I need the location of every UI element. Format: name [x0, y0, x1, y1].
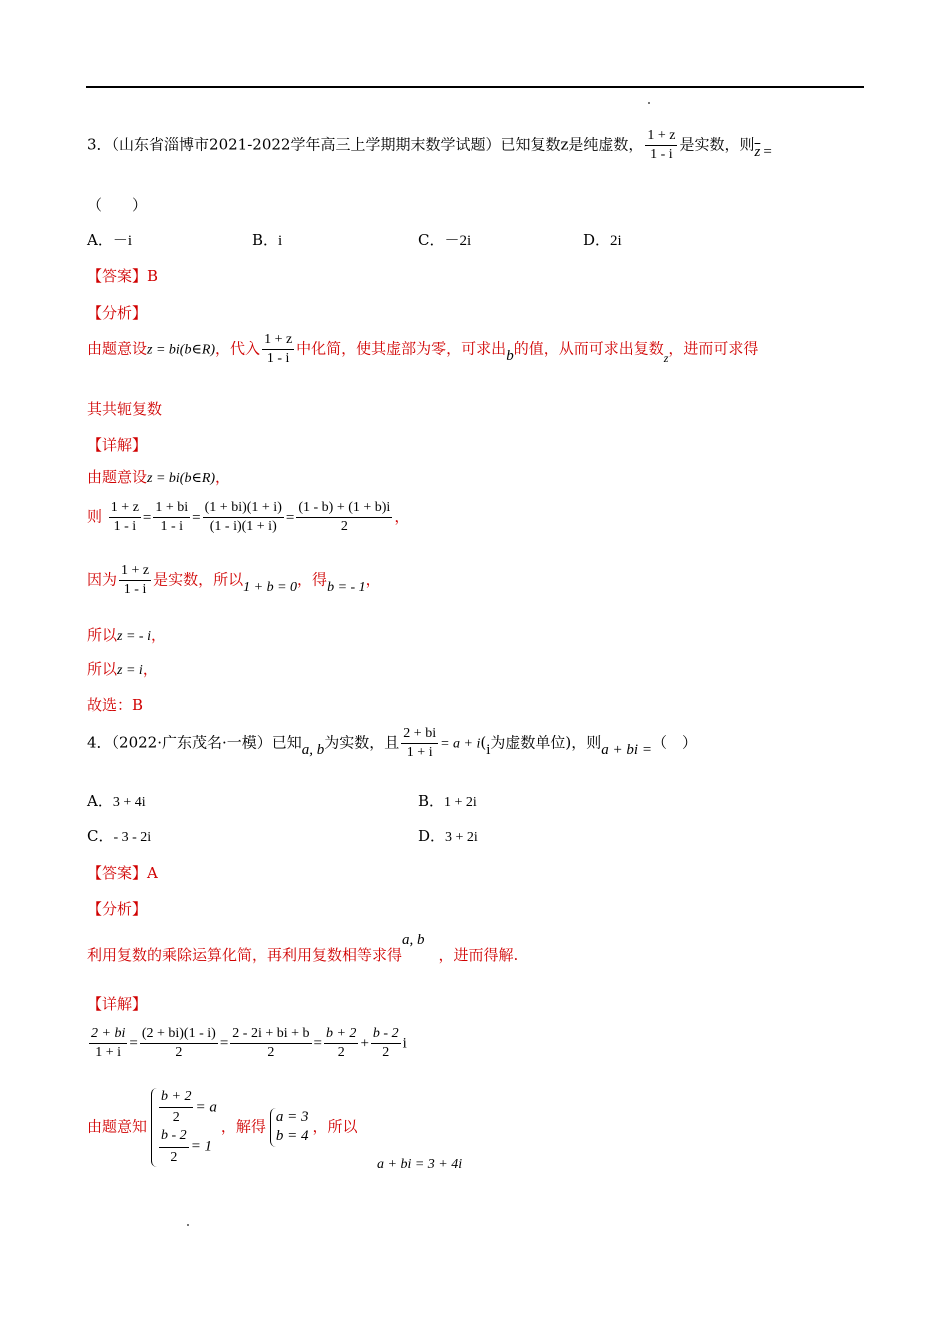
q4-detail-tag: 【详解】 — [87, 995, 148, 1013]
q3-option-d[interactable]: D．2i — [583, 231, 622, 249]
q4-analysis-tag: 【分析】 — [87, 900, 148, 918]
q3-analysis: 由题意设z = bi(b∈R)，代入 $\frac{1 + z}{1 - i}$ 中化简，使其虚部为零，可求出b的值，从而可求出复数$_z$，进而可求得 — [87, 332, 759, 366]
page-mark — [187, 1224, 189, 1226]
question-number: 4． — [87, 733, 112, 752]
q4-analysis: 利用复数的乘除运算化简，再利用复数相等求得a, b，进而得解. — [87, 932, 519, 964]
q4-detail-1: $\frac{2 + bi}{1 + i}$ = $\frac{(2 + bi)(1 - i)}{2}$ = $\frac{2 - 2i + bi + b}{2}$ = $\frac{b + 2}{2}$ + $\frac{b - 2}{2}$ i — [91, 1026, 407, 1060]
conjugate-z: $\overline{z}$ — [754, 143, 761, 160]
q4-option-a[interactable]: A．3 + 4i — [87, 792, 146, 810]
q4-detail-2: 由题意知 $\frac{b + 2}{2}$ = a $\frac{b - 2}{2}$ = 1 ，解得 a = 3 b = 4 ，所以 — [87, 1088, 358, 1167]
equation-system: $\frac{b + 2}{2}$ = a $\frac{b - 2}{2}$ = 1 — [151, 1088, 217, 1167]
q3-detail-2: 则 $\frac{1 + z}{1 - i}$ = $\frac{1 + bi}{1 - i}$ = $\frac{(1 + bi)(1 + i)}{(1 - i)(1 + i)}$ = $\frac{(1 - b) + (1 + b)i}{2}$ ， — [87, 500, 410, 534]
question-source: （山东省淄博市2021-2022学年高三上学期期末数学试题） — [111, 135, 501, 154]
q3-analysis-tag: 【分析】 — [87, 304, 148, 322]
q3-option-c[interactable]: C．－2i — [418, 231, 472, 249]
q3-detail-6: 故选：B — [87, 696, 144, 714]
q3-answer: 【答案】B — [87, 267, 159, 285]
q4-option-b[interactable]: B．1 + 2i — [418, 792, 477, 810]
q3-analysis-cont: 其共轭复数 — [87, 400, 163, 418]
q4-option-c[interactable]: C．- 3 - 2i — [87, 827, 152, 845]
q3-detail-3: 因为 $\frac{1 + z}{1 - i}$ 是实数，所以1 + b = 0，得b = - 1， — [87, 563, 381, 597]
q3-paren: （ ） — [87, 196, 148, 214]
q4-stem: 4．（2022·广东茂名·一模）已知a, b为实数，且 $\frac{2 + bi}{1 + i}$ = a + i(i为虚数单位)，则a + bi =（ ） — [87, 726, 697, 760]
page-mark — [648, 102, 650, 104]
q3-stem: 3．（山东省淄博市2021-2022学年高三上学期期末数学试题）已知复数z是纯虚数， $\frac{1 + z}{1 - i}$ 是实数，则$\overline{z}$ = — [87, 128, 772, 162]
fraction: $\frac{1 + z}{1 - i}$ — [647, 128, 676, 162]
header-rule — [86, 86, 864, 88]
question-number: 3． — [87, 135, 112, 154]
q3-detail-5: 所以z = i， — [87, 660, 158, 678]
solution-system: a = 3 b = 4 — [270, 1108, 309, 1147]
question-source: （2022·广东茂名·一模） — [111, 733, 272, 752]
q3-option-b[interactable]: B．i — [252, 231, 283, 249]
q4-answer: 【答案】A — [87, 864, 158, 882]
q3-detail-4: 所以z = - i， — [87, 626, 166, 644]
q4-option-d[interactable]: D．3 + 2i — [418, 827, 478, 845]
q3-option-a[interactable]: A．－i — [87, 231, 133, 249]
q3-detail-tag: 【详解】 — [87, 436, 148, 454]
q4-result: a + bi = 3 + 4i — [377, 1157, 463, 1172]
q3-detail-1: 由题意设z = bi(b∈R)， — [87, 468, 231, 486]
